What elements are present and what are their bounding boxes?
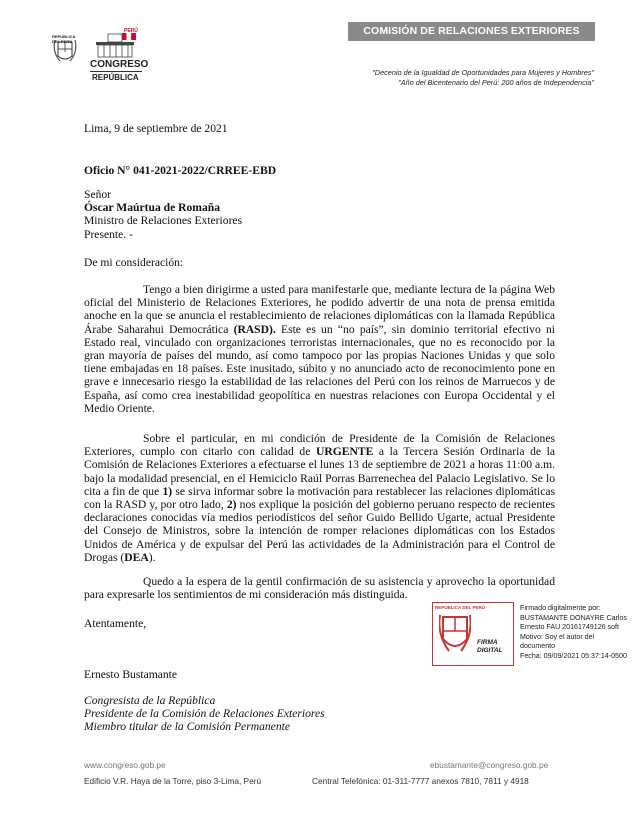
logo-small-text: REPÚBLICA DEL PERÚ (52, 34, 76, 44)
firma-digital-label: FIRMA DIGITAL (477, 639, 503, 654)
logo-flag-text: PERÚ (124, 28, 138, 34)
seal-top-text: REPÚBLICA DEL PERÚ (435, 605, 486, 610)
recipient-block (84, 188, 242, 241)
recipient-name: Óscar Maúrtua de Romaña (84, 201, 221, 215)
congress-building-icon (96, 33, 136, 57)
signer-title-1: Congresista de la República (84, 694, 216, 707)
congreso-logo (52, 30, 152, 86)
motto-decade: "Decenio de la Igualdad de Oportunidades para Mujeres y Hombres" (372, 68, 594, 77)
letter-date: Lima, 9 de septiembre de 2021 (84, 122, 228, 135)
logo-congreso-text: CONGRESO (90, 59, 149, 70)
peru-shield-icon (439, 613, 471, 657)
paragraph-3: Quedo a la espera de la gentil confirmación de su asistencia y aprovecho la oportunidad para expresarle los sentimientos de mi consideración más distinguida. (84, 575, 555, 602)
logo-republica-text: REPÚBLICA (92, 73, 139, 82)
paragraph-2: Sobre el particular, en mi condición de Presidente de la Comisión de Relaciones Exteriores, cumplo con citarlo con calidad de URGENTE a la Tercera Sesión Ordinaria de la Comisión de Relaciones Exteriores a efectuarse el lunes 13 de septiembre de 2021 a horas 11:00 a.m. bajo la modalidad presencial, en el Hemiciclo Raúl Porras Barrenechea del Palacio Legislativo. Se lo cita a fin de que 1) se sirva informar sobre la motivación para restablecer las relaciones diplomáticas con la RASD y, por otro lado, 2) nos explique la posición del gobierno peruano respecto de recientes declaraciones conocidas vía medios periodísticos del señor Guido Bellido Ugarte, actual Presidente del Consejo de Ministros, sobre la intención de romper relaciones diplomáticas con los Estados Unidos de América y de expulsar del Perú las actividades de la Administración para el Control de Drogas (DEA). (84, 432, 555, 564)
greeting: De mi consideración: (84, 256, 184, 269)
signer-titles (84, 694, 325, 734)
commission-banner: COMISIÓN DE RELACIONES EXTERIORES (348, 22, 595, 41)
signer-title-3: Miembro titular de la Comisión Permanente (84, 720, 290, 734)
salutation-title: Señor (84, 188, 112, 201)
signer-name: Ernesto Bustamante (84, 668, 178, 681)
letter-reference: Oficio N° 041-2021-2022/CRREE-EBD (84, 164, 277, 177)
present-line: Presente. - (84, 227, 133, 241)
header-mottos (372, 68, 594, 88)
footer-email[interactable]: ebustamante@congreso.gob.pe (430, 760, 549, 770)
footer-address: Edificio V.R. Haya de la Torre, piso 3-Lima, Perú (84, 776, 262, 786)
recipient-role: Ministro de Relaciones Exteriores (84, 214, 243, 228)
paragraph-1: Tengo a bien dirigirme a usted para manifestarle que, mediante lectura de la página Web oficial del Ministerio de Relaciones Exteriores, he podido advertir de una nota de prensa emitida anoche en la que se anuncia el restablecimiento de relaciones diplomáticas con la llamada República Árabe Saharahui Democrática (RASD). Este es un “no país”, sin dominio territorial efectivo ni Estado real, vinculado con organizaciones terroristas internacionales, que no es reconocido por la gran mayoría de países del mundo, así como tampoco por las propias Naciones Unidas y que solo tiene embajadas en 18 países. Este inusitado, súbito y no anunciado acto de reconocimiento pone en grave e innecesario riesgo la estabilidad de las relaciones del Perú con los reinos de Marruecos y de España, así como crea inestabilidad geopolítica en nuestras relaciones con Europa Occidental y el Medio Oriente. (84, 283, 555, 415)
footer-website[interactable]: www.congreso.gob.pe (84, 760, 166, 770)
signature-details: Firmado digitalmente por: BUSTAMANTE DONAYRE Carlos Ernesto FAU 20161749126 soft Motivo: Soy el autor del documento Fecha: 09/09/2021 05:37:14-0500 (520, 604, 627, 660)
signer-title-2: Presidente de la Comisión de Relaciones Exteriores (84, 707, 325, 721)
motto-bicentennial: "Año del Bicentenario del Perú: 200 años de Independencia" (398, 78, 594, 87)
closing: Atentamente, (84, 617, 147, 630)
digital-signature-stamp (432, 602, 514, 666)
footer-phone: Central Telefónica: 01-311-7777 anexos 7810, 7811 y 4918 (312, 776, 529, 786)
